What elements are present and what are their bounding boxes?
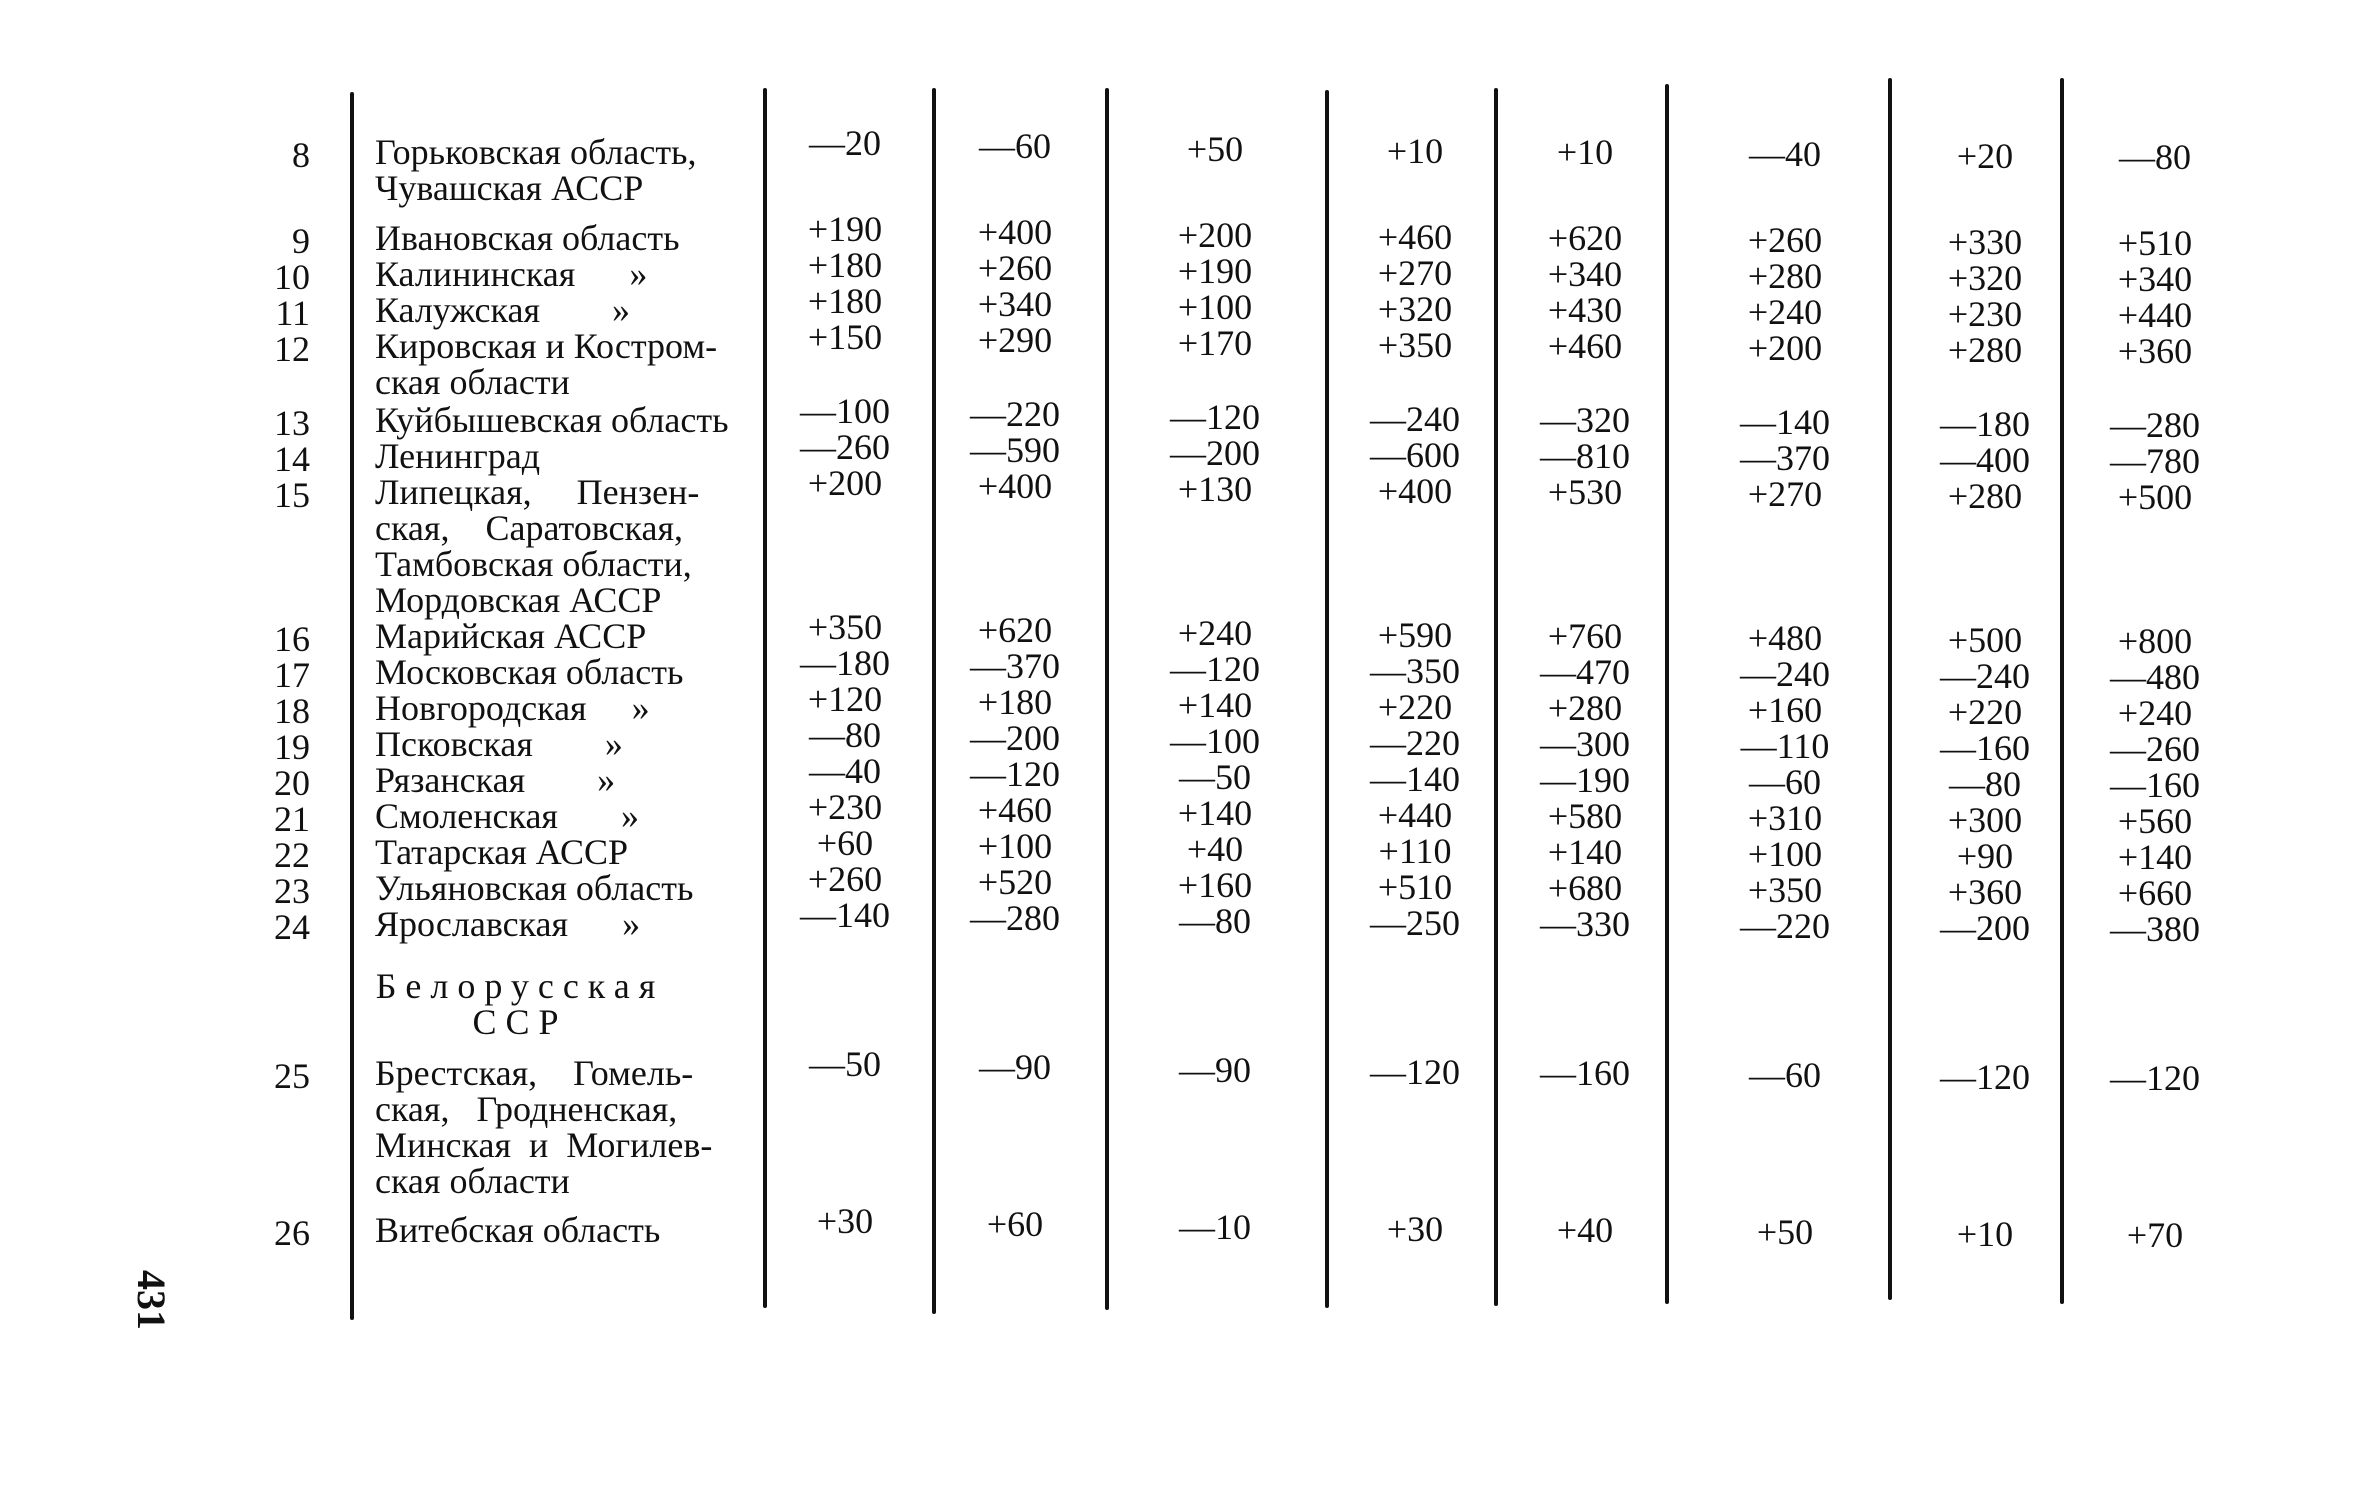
value-cell: —810 xyxy=(1540,436,1630,476)
value-cell: —190 xyxy=(1540,760,1630,800)
value-cell: —60 xyxy=(1749,762,1821,802)
value-cell: +230 xyxy=(1947,294,2023,334)
region-name-line: Кировская и Костром- xyxy=(375,326,718,366)
row-number: 12 xyxy=(274,329,310,369)
value-cell: —350 xyxy=(1370,651,1460,691)
column-rule xyxy=(1665,84,1669,1304)
value-cell: —110 xyxy=(1740,726,1830,766)
value-cell: +340 xyxy=(1547,254,1623,294)
value-cell: +280 xyxy=(1547,688,1623,728)
value-cell: —330 xyxy=(1540,904,1630,944)
column-rule xyxy=(932,88,936,1314)
value-cell: +460 xyxy=(977,790,1053,830)
row-number: 23 xyxy=(274,871,310,911)
value-cell: +350 xyxy=(1747,870,1823,910)
value-cell: +330 xyxy=(1947,222,2023,262)
value-cell: —240 xyxy=(1370,399,1460,439)
value-cell: —40 xyxy=(1749,134,1821,174)
column-rule xyxy=(1325,90,1329,1308)
value-cell: —320 xyxy=(1540,400,1630,440)
region-name-line: Витебская область xyxy=(375,1210,661,1250)
value-cell: +10 xyxy=(1386,131,1444,171)
region-name-line: Тамбовская области, xyxy=(375,544,692,584)
column-rule xyxy=(763,88,767,1308)
row-number: 26 xyxy=(274,1213,310,1253)
value-cell: +360 xyxy=(2117,331,2193,371)
row-number: 24 xyxy=(274,907,310,947)
value-cell: +180 xyxy=(807,245,883,285)
value-cell: +10 xyxy=(1956,1214,2014,1254)
value-cell: +680 xyxy=(1547,868,1623,908)
value-cell: —120 xyxy=(2110,1058,2200,1098)
value-cell: —160 xyxy=(1940,728,2030,768)
section-title-line1: Белорусская xyxy=(375,966,665,1006)
value-cell: —10 xyxy=(1179,1207,1251,1247)
value-cell: +660 xyxy=(2117,873,2193,913)
value-cell: +310 xyxy=(1747,798,1823,838)
region-name-line: ская, Гродненская, xyxy=(375,1089,678,1129)
row-number: 21 xyxy=(274,799,310,839)
value-cell: —140 xyxy=(1370,759,1460,799)
value-cell: +40 xyxy=(1186,829,1244,869)
value-cell: +70 xyxy=(2126,1215,2184,1255)
value-cell: +40 xyxy=(1556,1210,1614,1250)
value-cell: +30 xyxy=(816,1201,874,1241)
value-cell: +340 xyxy=(2117,259,2193,299)
value-cell: +60 xyxy=(986,1204,1044,1244)
value-cell: —90 xyxy=(1179,1050,1251,1090)
value-cell: +400 xyxy=(977,466,1053,506)
value-cell: —140 xyxy=(1740,402,1830,442)
region-name-line: Горьковская область, xyxy=(375,132,697,172)
value-cell: +400 xyxy=(977,212,1053,252)
value-cell: +360 xyxy=(1947,872,2023,912)
row-number: 10 xyxy=(274,257,310,297)
value-cell: +200 xyxy=(1747,328,1823,368)
value-cell: +260 xyxy=(1747,220,1823,260)
row-number: 20 xyxy=(274,763,310,803)
row-number: 17 xyxy=(274,655,310,695)
value-cell: +290 xyxy=(977,320,1053,360)
value-cell: +170 xyxy=(1177,323,1253,363)
value-cell: —90 xyxy=(979,1047,1051,1087)
value-cell: —80 xyxy=(2119,137,2191,177)
value-cell: +440 xyxy=(2117,295,2193,335)
value-cell: +140 xyxy=(1547,832,1623,872)
region-name-line: Московская область xyxy=(375,652,684,692)
value-cell: +440 xyxy=(1377,795,1453,835)
value-cell: —200 xyxy=(1940,908,2030,948)
value-cell: —80 xyxy=(809,715,881,755)
value-cell: +260 xyxy=(807,859,883,899)
row-number: 15 xyxy=(274,475,310,515)
value-cell: +520 xyxy=(977,862,1053,902)
value-cell: +190 xyxy=(807,209,883,249)
value-cell: +240 xyxy=(1747,292,1823,332)
region-name-line: Татарская АССР xyxy=(375,832,629,872)
value-cell: —140 xyxy=(800,895,890,935)
value-cell: —250 xyxy=(1370,903,1460,943)
row-number: 8 xyxy=(292,135,310,175)
value-cell: +200 xyxy=(1177,215,1253,255)
region-name-line: Ленинград xyxy=(375,436,541,476)
region-name-line: Куйбышевская область xyxy=(375,400,729,440)
value-cell: +480 xyxy=(1747,618,1823,658)
value-cell: +220 xyxy=(1377,687,1453,727)
column-rule xyxy=(2060,78,2064,1304)
region-name-line: ская области xyxy=(375,1161,570,1201)
row-number: 19 xyxy=(274,727,310,767)
value-cell: +320 xyxy=(1947,258,2023,298)
value-cell: +90 xyxy=(1956,836,2014,876)
value-cell: +190 xyxy=(1177,251,1253,291)
value-cell: +800 xyxy=(2117,621,2193,661)
value-cell: +590 xyxy=(1377,615,1453,655)
value-cell: +150 xyxy=(807,317,883,357)
region-name-line: Минская и Могилев- xyxy=(375,1125,713,1165)
value-cell: +30 xyxy=(1386,1209,1444,1249)
value-cell: +60 xyxy=(816,823,874,863)
value-cell: +300 xyxy=(1947,800,2023,840)
value-cell: +510 xyxy=(2117,223,2193,263)
value-cell: —160 xyxy=(1540,1053,1630,1093)
value-cell: +510 xyxy=(1377,867,1453,907)
value-cell: +180 xyxy=(807,281,883,321)
value-cell: +20 xyxy=(1956,136,2014,176)
section-title-line2: ССР xyxy=(472,1002,568,1042)
value-cell: —590 xyxy=(970,430,1060,470)
value-cell: —160 xyxy=(2110,765,2200,805)
value-cell: +100 xyxy=(1177,287,1253,327)
region-name-line: ская области xyxy=(375,362,570,402)
column-rule xyxy=(1888,78,1892,1300)
value-cell: —600 xyxy=(1370,435,1460,475)
row-number: 14 xyxy=(274,439,310,479)
value-cell: —240 xyxy=(1940,656,2030,696)
value-cell: +160 xyxy=(1747,690,1823,730)
value-cell: —80 xyxy=(1949,764,2021,804)
value-cell: +500 xyxy=(2117,477,2193,517)
value-cell: +320 xyxy=(1377,289,1453,329)
value-cell: —50 xyxy=(809,1044,881,1084)
value-cell: +140 xyxy=(1177,793,1253,833)
value-cell: —380 xyxy=(2110,909,2200,949)
value-cell: +280 xyxy=(1947,330,2023,370)
region-name-line: ская, Саратовская, xyxy=(375,508,684,548)
value-cell: +140 xyxy=(2117,837,2193,877)
value-cell: +560 xyxy=(2117,801,2193,841)
value-cell: +120 xyxy=(807,679,883,719)
value-cell: +460 xyxy=(1547,326,1623,366)
page-number: 431 xyxy=(129,1270,174,1330)
value-cell: —470 xyxy=(1540,652,1630,692)
value-cell: +760 xyxy=(1547,616,1623,656)
region-name-line: Смоленская » xyxy=(375,796,639,836)
value-cell: +350 xyxy=(1377,325,1453,365)
value-cell: +110 xyxy=(1378,831,1452,871)
region-name-line: Чувашская АССР xyxy=(375,168,644,208)
value-cell: —120 xyxy=(1170,397,1260,437)
region-name-line: Калужская » xyxy=(375,290,631,330)
column-rule xyxy=(1494,88,1498,1306)
value-cell: +530 xyxy=(1547,472,1623,512)
row-number: 9 xyxy=(292,221,310,261)
column-rule xyxy=(1105,88,1109,1310)
value-cell: +230 xyxy=(807,787,883,827)
value-cell: +350 xyxy=(807,607,883,647)
row-number: 25 xyxy=(274,1056,310,1096)
value-cell: —120 xyxy=(970,754,1060,794)
value-cell: —60 xyxy=(1749,1055,1821,1095)
region-name-line: Ульяновская область xyxy=(375,868,694,908)
value-cell: —60 xyxy=(979,126,1051,166)
value-cell: +260 xyxy=(977,248,1053,288)
row-number: 11 xyxy=(275,293,310,333)
column-rule xyxy=(350,92,354,1320)
value-cell: +240 xyxy=(1177,613,1253,653)
value-cell: —780 xyxy=(2110,441,2200,481)
value-cell: +240 xyxy=(2117,693,2193,733)
value-cell: —300 xyxy=(1540,724,1630,764)
value-cell: +200 xyxy=(807,463,883,503)
value-cell: —80 xyxy=(1179,901,1251,941)
value-cell: +500 xyxy=(1947,620,2023,660)
value-cell: +130 xyxy=(1177,469,1253,509)
value-cell: —20 xyxy=(809,123,881,163)
region-name-line: Брестская, Гомель- xyxy=(375,1053,694,1093)
region-name-line: Ивановская область xyxy=(375,218,680,258)
value-cell: +100 xyxy=(977,826,1053,866)
value-cell: +340 xyxy=(977,284,1053,324)
value-cell: —200 xyxy=(1170,433,1260,473)
value-cell: —220 xyxy=(1370,723,1460,763)
region-name-line: Липецкая, Пензен- xyxy=(375,472,700,512)
value-cell: —240 xyxy=(1740,654,1830,694)
value-cell: +270 xyxy=(1377,253,1453,293)
value-cell: —370 xyxy=(1740,438,1830,478)
value-cell: —120 xyxy=(1170,649,1260,689)
value-cell: +140 xyxy=(1177,685,1253,725)
value-cell: +180 xyxy=(977,682,1053,722)
value-cell: +270 xyxy=(1747,474,1823,514)
region-name-line: Ярославская » xyxy=(375,904,641,944)
value-cell: —220 xyxy=(970,394,1060,434)
value-cell: —120 xyxy=(1940,1057,2030,1097)
region-name-line: Новгородская » xyxy=(375,688,650,728)
value-cell: +100 xyxy=(1747,834,1823,874)
value-cell: +620 xyxy=(977,610,1053,650)
value-cell: —180 xyxy=(1940,404,2030,444)
value-cell: —370 xyxy=(970,646,1060,686)
value-cell: +400 xyxy=(1377,471,1453,511)
value-cell: —260 xyxy=(800,427,890,467)
value-cell: —120 xyxy=(1370,1052,1460,1092)
value-cell: —480 xyxy=(2110,657,2200,697)
row-number: 22 xyxy=(274,835,310,875)
value-cell: +430 xyxy=(1547,290,1623,330)
region-name-line: Псковская » xyxy=(375,724,623,764)
value-cell: —200 xyxy=(970,718,1060,758)
value-cell: +580 xyxy=(1547,796,1623,836)
region-name-line: Марийская АССР xyxy=(375,616,647,656)
value-cell: —100 xyxy=(1170,721,1260,761)
value-cell: +280 xyxy=(1747,256,1823,296)
value-cell: —50 xyxy=(1179,757,1251,797)
value-cell: +220 xyxy=(1947,692,2023,732)
row-number: 13 xyxy=(274,403,310,443)
value-cell: +280 xyxy=(1947,476,2023,516)
value-cell: +50 xyxy=(1756,1212,1814,1252)
row-number: 16 xyxy=(274,619,310,659)
value-cell: +620 xyxy=(1547,218,1623,258)
value-cell: +50 xyxy=(1186,129,1244,169)
value-cell: —180 xyxy=(800,643,890,683)
value-cell: —220 xyxy=(1740,906,1830,946)
row-number: 18 xyxy=(274,691,310,731)
region-name-line: Мордовская АССР xyxy=(375,580,662,620)
value-cell: —280 xyxy=(970,898,1060,938)
value-cell: —100 xyxy=(800,391,890,431)
region-name-line: Рязанская » xyxy=(375,760,616,800)
value-cell: +10 xyxy=(1556,132,1614,172)
region-name-line: Калининская » xyxy=(375,254,648,294)
value-cell: —40 xyxy=(809,751,881,791)
value-cell: +460 xyxy=(1377,217,1453,257)
value-cell: —260 xyxy=(2110,729,2200,769)
value-cell: +160 xyxy=(1177,865,1253,905)
value-cell: —280 xyxy=(2110,405,2200,445)
value-cell: —400 xyxy=(1940,440,2030,480)
